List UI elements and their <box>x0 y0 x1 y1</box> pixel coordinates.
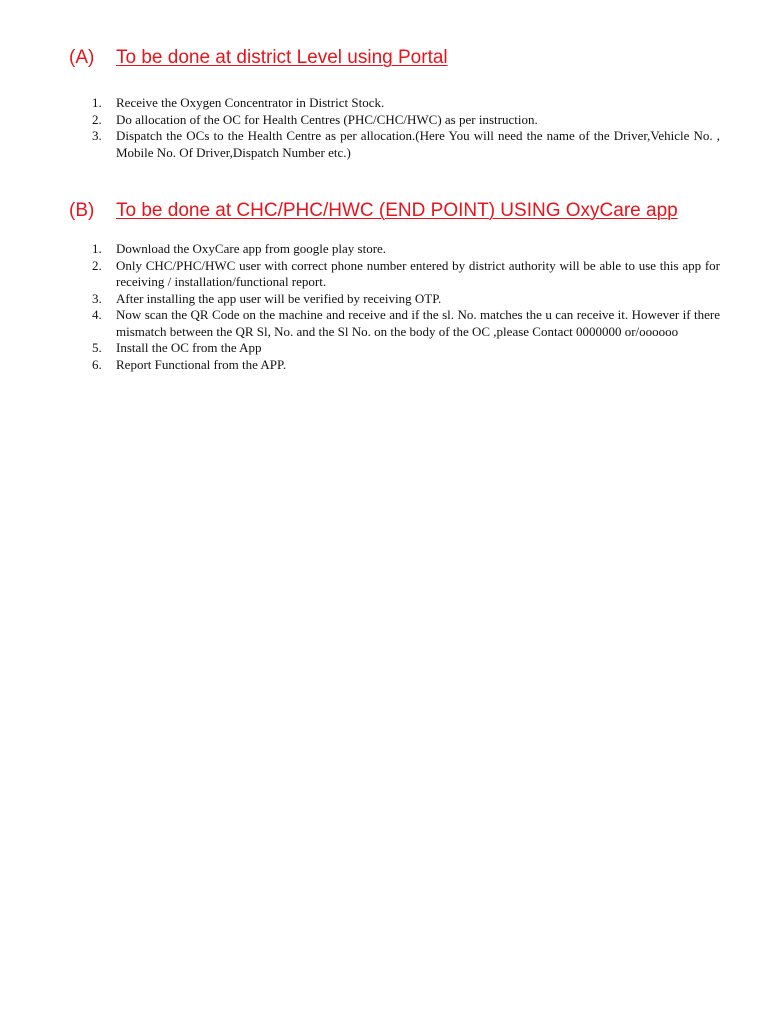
list-item-text: Report Functional from the APP. <box>116 356 287 372</box>
list-item-text: Dispatch the OCs to the Health Centre as per allocation.(Here You will need the name of the Driver,Vehicle No. , Mobile No. Of Driver,Dispatch Number etc.) <box>116 128 720 160</box>
section-b-list <box>0 241 768 373</box>
section-a-heading <box>69 46 448 70</box>
list-item-number: 4. <box>92 307 102 322</box>
list-item <box>0 258 768 291</box>
list-item <box>0 340 768 357</box>
list-item-text: Only CHC/PHC/HWC user with correct phone number entered by district authority will be able to use this app for receiving / installation/functional report. <box>116 257 720 289</box>
list-item-number: 2. <box>92 257 102 273</box>
list-item-number: 5. <box>92 340 102 355</box>
section-b-heading <box>69 199 678 223</box>
list-item <box>0 357 768 374</box>
section-a-title: To be done at district Level using Portal <box>116 47 448 68</box>
section-b-marker: (B) <box>69 200 95 221</box>
list-item-text: Now scan the QR Code on the machine and receive and if the sl. No. matches the u can receive it. However if there mismatch between the QR Sl, No. and the Sl No. on the body of the OC ,please Contact 0000000 or/oooooo <box>116 307 720 339</box>
list-item-number: 1. <box>92 95 102 110</box>
list-item-number: 6. <box>92 356 102 372</box>
list-item-number: 3. <box>92 290 102 306</box>
section-a-marker: (A) <box>69 47 95 68</box>
list-item <box>0 241 768 258</box>
list-item-number: 2. <box>92 111 102 127</box>
list-item-text: Install the OC from the App <box>116 340 262 355</box>
list-item-number: 1. <box>92 241 102 256</box>
list-item-text: After installing the app user will be verified by receiving OTP. <box>116 290 442 306</box>
section-b-title: To be done at CHC/PHC/HWC (END POINT) USING OxyCare app <box>116 200 678 221</box>
list-item <box>0 307 768 340</box>
list-item-text: Do allocation of the OC for Health Centres (PHC/CHC/HWC) as per instruction. <box>116 111 538 127</box>
list-item <box>0 291 768 308</box>
list-item-number: 3. <box>92 128 102 143</box>
list-item <box>0 112 768 129</box>
list-item-text: Download the OxyCare app from google play store. <box>116 241 387 256</box>
section-a-list <box>0 95 768 161</box>
list-item <box>0 95 768 112</box>
list-item <box>0 128 768 161</box>
list-item-text: Receive the Oxygen Concentrator in District Stock. <box>116 95 385 110</box>
